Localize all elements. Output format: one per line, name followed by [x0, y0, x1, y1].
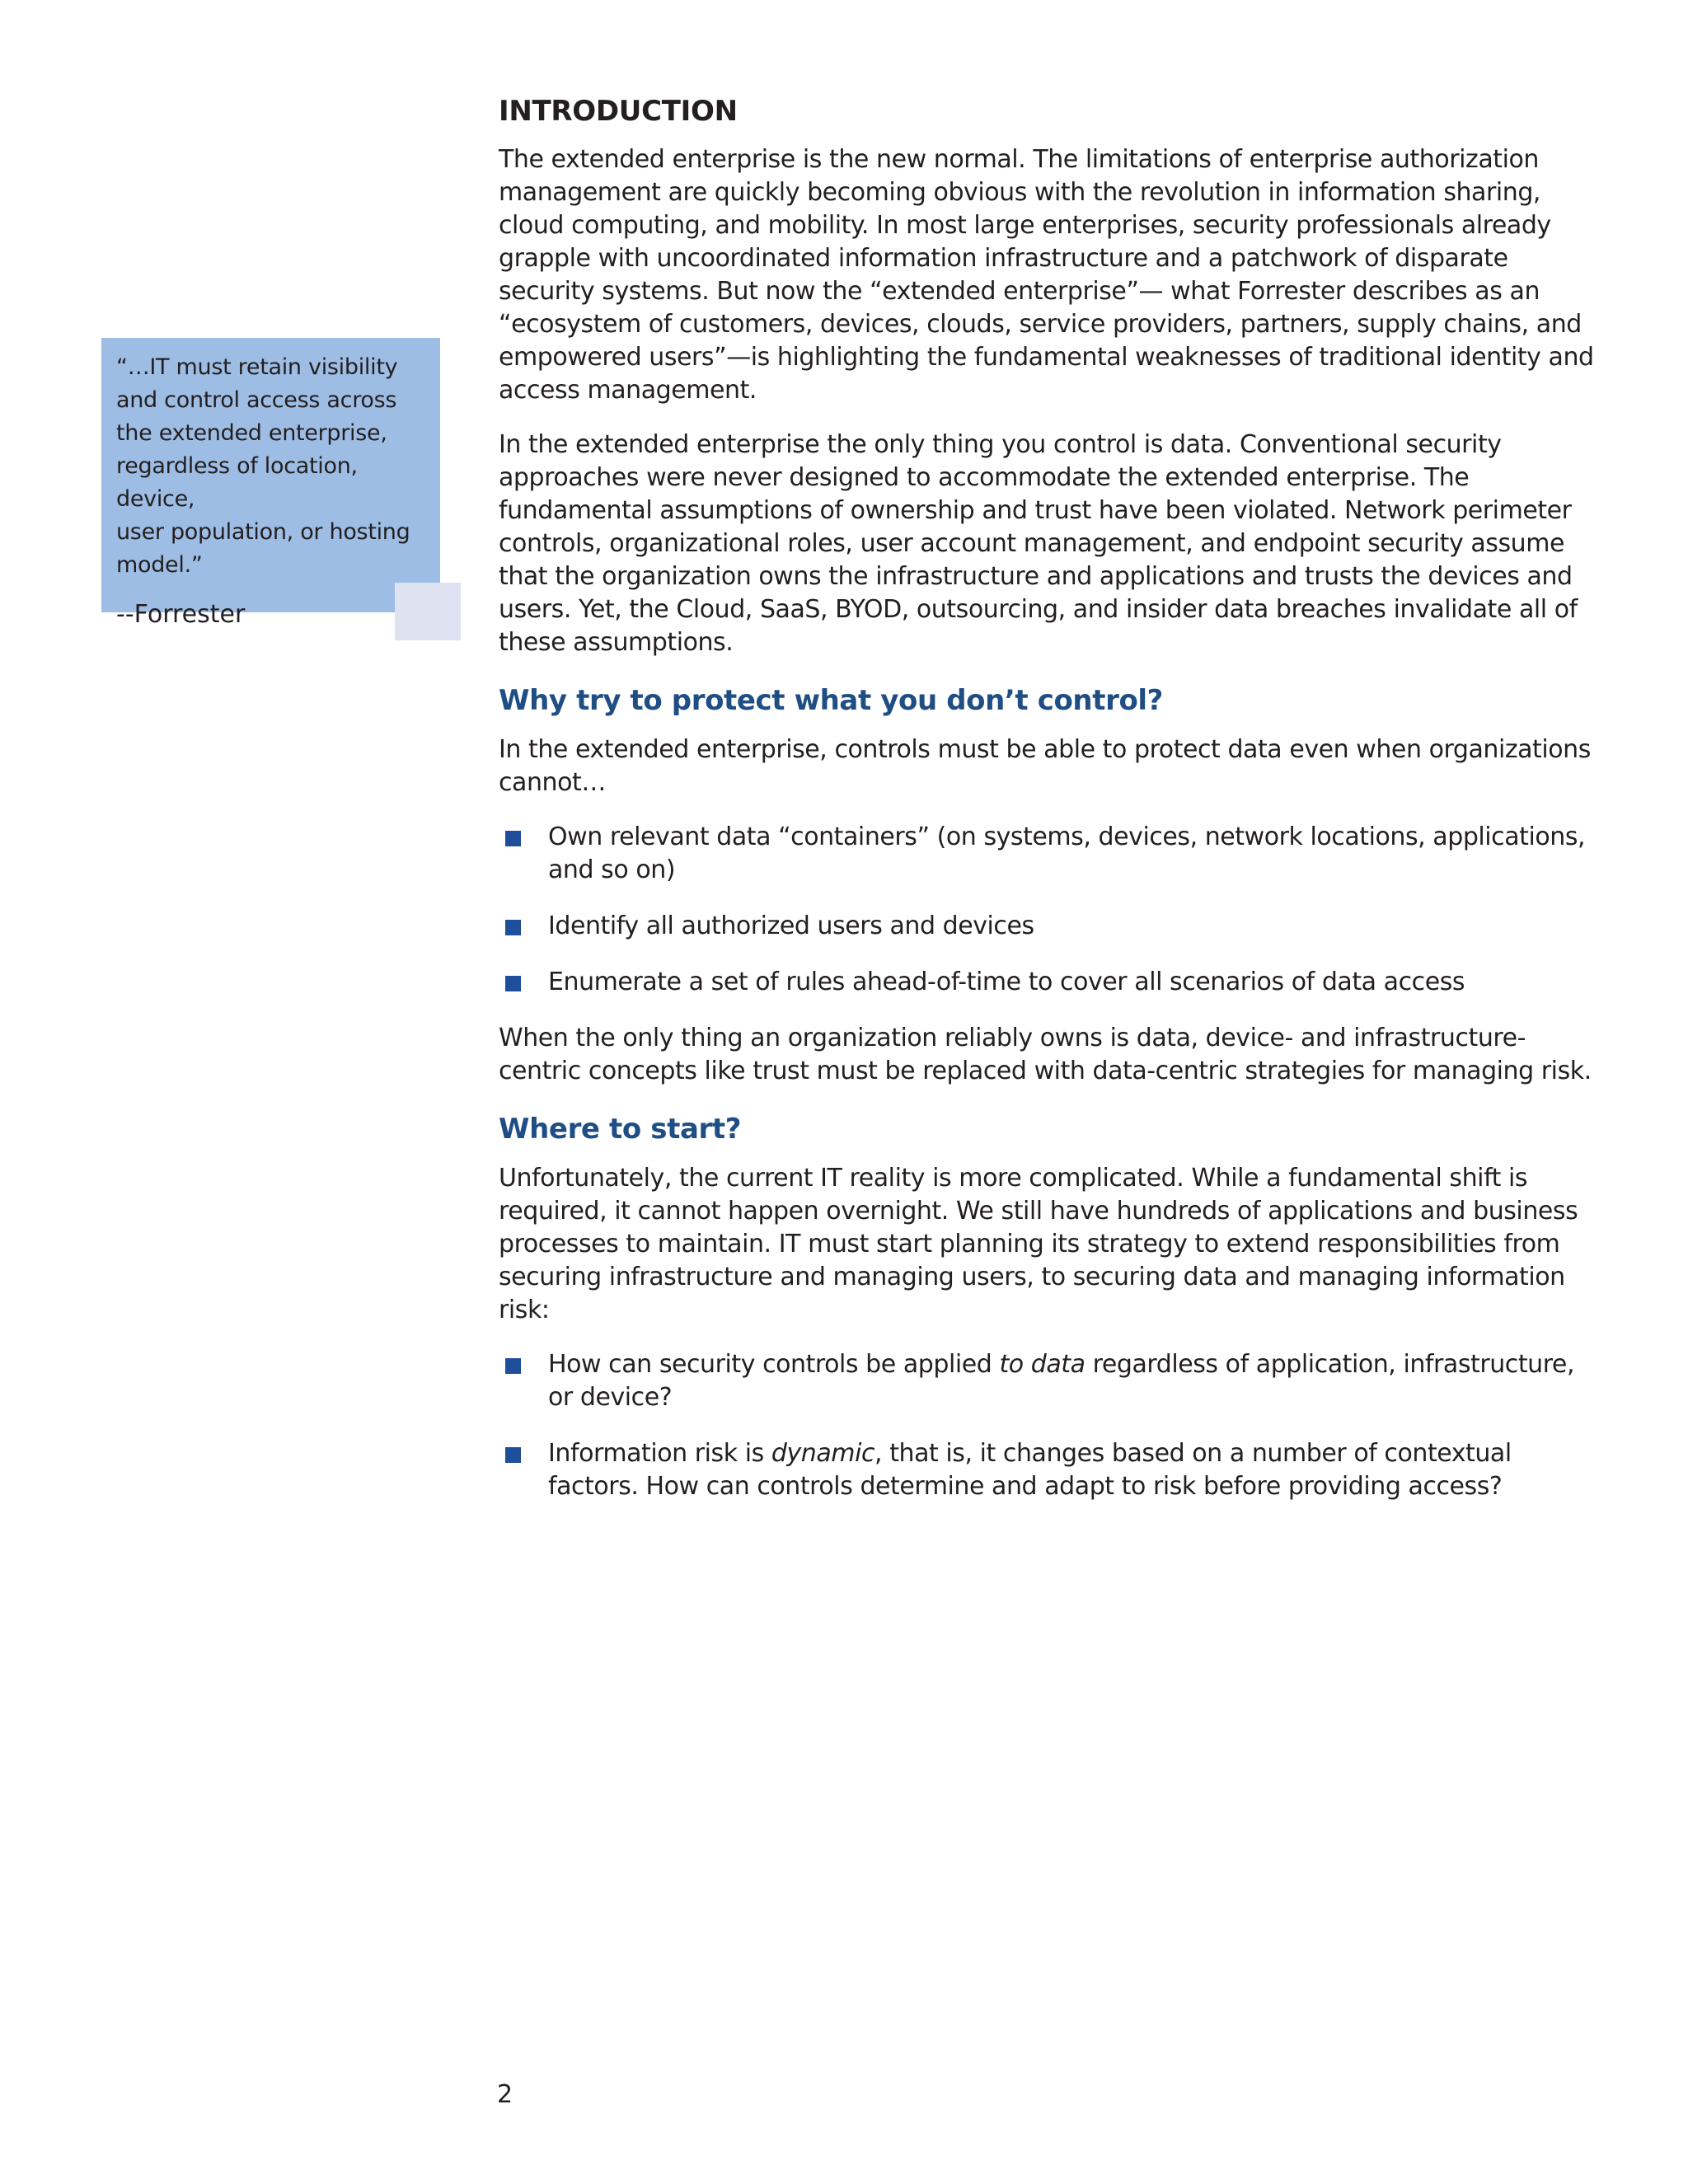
pull-quote-source: --Forrester: [116, 600, 246, 629]
list-item-emphasis: dynamic: [771, 1439, 875, 1468]
intro-paragraph-1: The extended enterprise is the new normal. The limitations of enterprise authorization management are quickly becoming obvious with the revolution in information sharing, cloud computing, and mobility. In most large enterprises, security professionals already grapple with uncoordinated information infrastructure and a patchwork of disparate security systems. But now the “extended enterprise”— what Forrester describes as an “ecosystem of customers, devices, clouds, service providers, partners, supply chains, and empowered users”—is highlighting the fundamental weaknesses of traditional identity and access management.: [499, 145, 1594, 405]
intro-paragraph-2: In the extended enterprise the only thing you control is data. Conventional security approaches were never designed to accommodate the extended enterprise. The fundamental assumptions of ownership and trust have been violated. Network perimeter controls, organizational roles, user account management, and endpoint security assume that the organization owns the infrastructure and applications and trusts the devices and users. Yet, the Cloud, SaaS, BYOD, outsourcing, and insider data breaches invalidate all of these assumptions.: [499, 430, 1578, 657]
pull-quote-line: the extended enterprise,: [116, 420, 387, 446]
pull-quote-text: [116, 351, 425, 582]
square-bullet-icon: [505, 831, 521, 846]
list-item: [499, 821, 1595, 887]
list-item-text-before: How can security controls be applied: [548, 1350, 1000, 1379]
square-bullet-icon: [505, 976, 521, 991]
start-lead-paragraph: Unfortunately, the current IT reality is more complicated. While a fundamental shift is required, it cannot happen overnight. We still have hundreds of applications and business processes to maintain. IT must start planning its strategy to extend responsibilities from securing infrastructure and managing users, to securing data and managing information risk:: [499, 1164, 1578, 1324]
list-item-text-before: Information risk is: [548, 1439, 771, 1468]
list-item-text: Own relevant data “containers” (on systems, devices, network locations, applications, and so on): [548, 823, 1586, 884]
list-item: [499, 1437, 1595, 1503]
square-bullet-icon: [505, 920, 521, 935]
start-bullet-list: [499, 1348, 1595, 1503]
list-item-text-after: , that is, it changes based on a number of contextual factors. How can controls determine and adapt to risk before providing access?: [548, 1439, 1512, 1501]
why-bullet-list: [499, 821, 1595, 999]
list-item: [499, 910, 1595, 943]
pull-quote-line: “…IT must retain visibility: [116, 354, 398, 380]
pull-quote-line: model.”: [116, 552, 203, 578]
pull-quote-line: user population, or hosting: [116, 519, 410, 545]
pull-quote-line: and control access across: [116, 387, 397, 413]
square-bullet-icon: [505, 1447, 521, 1463]
pull-quote: [101, 338, 440, 629]
square-bullet-icon: [505, 1358, 521, 1374]
list-item-text: Identify all authorized users and devices: [548, 912, 1034, 940]
list-item-text-after: regardless of application, infrastructure, or device?: [548, 1350, 1575, 1412]
decorative-square: [395, 583, 461, 640]
why-closing-paragraph: When the only thing an organization reliably owns is data, device- and infrastructure-centric concepts like trust must be replaced with data-centric strategies for managing risk.: [499, 1024, 1592, 1085]
page-number: 2: [497, 2080, 513, 2109]
list-item: [499, 966, 1595, 999]
section-heading-introduction: INTRODUCTION: [499, 95, 738, 128]
list-item: [499, 1348, 1595, 1414]
subheading-where-to-start: Where to start?: [499, 1113, 742, 1146]
pull-quote-line: regardless of location, device,: [116, 453, 358, 512]
list-item-text: Enumerate a set of rules ahead-of-time to cover all scenarios of data access: [548, 968, 1465, 996]
why-lead-paragraph: In the extended enterprise, controls must be able to protect data even when organizations cannot…: [499, 735, 1591, 797]
subheading-why-protect: Why try to protect what you don’t control?: [499, 684, 1163, 717]
main-column: [499, 91, 1595, 1526]
list-item-emphasis: to data: [999, 1350, 1085, 1379]
